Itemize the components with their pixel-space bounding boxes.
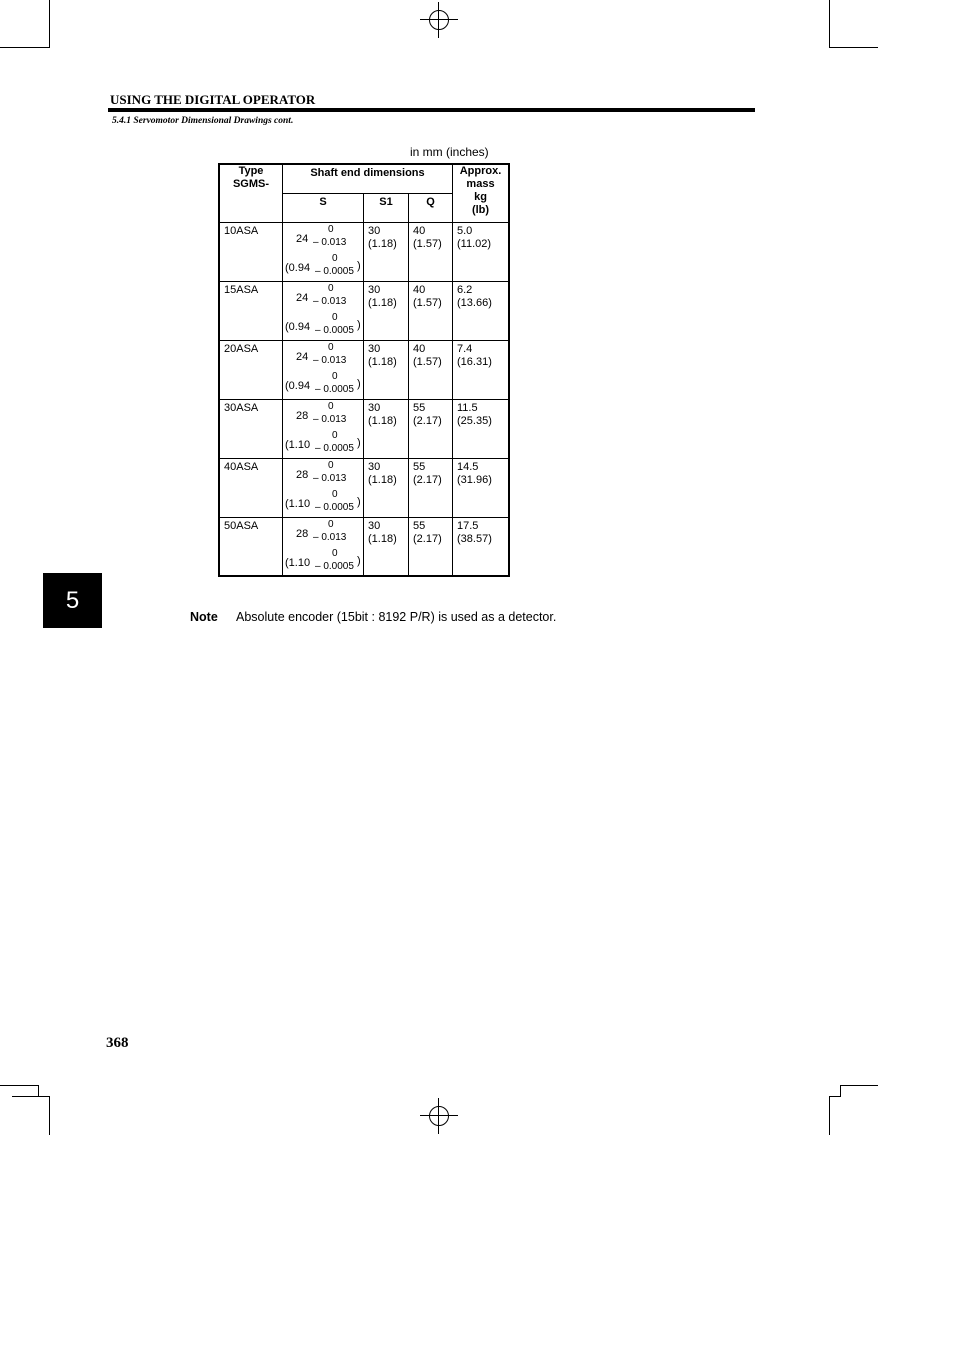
mass-cell (453, 458, 510, 517)
mass-cell (453, 222, 510, 281)
s-cell (283, 281, 364, 340)
table-row (219, 458, 509, 517)
s-mm-lower-tolerance: – 0.013 (313, 354, 347, 366)
s1-cell (364, 340, 409, 399)
note-text: Absolute encoder (15bit : 8192 P/R) is used as a detector. (236, 610, 557, 624)
s-inch-upper-tolerance: 0 (332, 429, 338, 441)
s-inch-value: (1.10 (285, 497, 311, 510)
mass-kg-value: 14.5 (457, 460, 479, 473)
table-row (219, 281, 509, 340)
s-inch-close-paren: ) (357, 436, 361, 449)
mass-lb-value: (25.35) (457, 414, 492, 427)
mass-lb-value: (13.66) (457, 296, 492, 309)
mass-cell (453, 340, 510, 399)
q-cell (409, 517, 453, 576)
type-cell (219, 517, 283, 576)
note-label: Note (190, 610, 218, 624)
type-cell (219, 458, 283, 517)
s-inch-lower-tolerance: – 0.0005 (315, 265, 354, 277)
s1-cell (364, 281, 409, 340)
mass-header (453, 164, 510, 222)
shaft-dimensions-table (218, 163, 510, 577)
crop-mark (0, 1085, 38, 1086)
s1-inch-value: (1.18) (368, 532, 397, 545)
mass-lb-value: (16.31) (457, 355, 492, 368)
s-mm-value: 28 (296, 409, 309, 422)
crop-mark (0, 47, 50, 48)
s-mm-upper-tolerance: 0 (328, 400, 334, 412)
crop-mark (829, 0, 830, 48)
header-text: mass (466, 178, 495, 190)
s-mm-lower-tolerance: – 0.013 (313, 236, 347, 248)
type-cell (219, 222, 283, 281)
s-mm-lower-tolerance: – 0.013 (313, 531, 347, 543)
registration-mark (420, 1115, 458, 1116)
s-inch-value: (1.10 (285, 438, 311, 451)
section-title: USING THE DIGITAL OPERATOR (110, 92, 316, 107)
mass-kg-value: 5.0 (457, 224, 473, 237)
type-cell (219, 340, 283, 399)
mass-cell (453, 399, 510, 458)
units-note: in mm (inches) (410, 145, 489, 159)
mass-lb-value: (38.57) (457, 532, 492, 545)
s1-inch-value: (1.18) (368, 296, 397, 309)
table-row (219, 517, 509, 576)
q-inch-value: (2.17) (413, 414, 442, 427)
s-mm-lower-tolerance: – 0.013 (313, 295, 347, 307)
type-cell (219, 399, 283, 458)
crop-mark (829, 1096, 830, 1135)
s-inch-upper-tolerance: 0 (332, 547, 338, 559)
crop-mark (840, 1085, 841, 1097)
q-inch-value: (1.57) (413, 355, 442, 368)
mass-kg-value: 7.4 (457, 342, 473, 355)
type-header (219, 164, 283, 222)
registration-mark (429, 10, 449, 30)
q-inch-value: (2.17) (413, 473, 442, 486)
mass-kg-value: 6.2 (457, 283, 473, 296)
type-value: 40ASA (224, 460, 259, 473)
s-mm-value: 24 (296, 350, 309, 363)
subsection-title: 5.4.1 Servomotor Dimensional Drawings cont. (112, 116, 294, 126)
table-row (219, 340, 509, 399)
q-inch-value: (1.57) (413, 296, 442, 309)
s1-header: S1 (364, 193, 409, 222)
s-inch-close-paren: ) (357, 259, 361, 272)
q-mm-value: 55 (413, 519, 426, 532)
q-mm-value: 40 (413, 224, 426, 237)
type-value: 15ASA (224, 283, 259, 296)
type-cell (219, 281, 283, 340)
s-inch-value: (0.94 (285, 379, 311, 392)
type-value: 50ASA (224, 519, 259, 532)
s1-mm-value: 30 (368, 283, 381, 296)
s-cell (283, 399, 364, 458)
crop-mark (12, 1096, 50, 1097)
s1-mm-value: 30 (368, 401, 381, 414)
chapter-tab: 5 (43, 573, 102, 628)
s-mm-upper-tolerance: 0 (328, 223, 334, 235)
header-text: Type (238, 165, 264, 177)
s1-mm-value: 30 (368, 460, 381, 473)
crop-mark (829, 47, 878, 48)
s-inch-close-paren: ) (357, 495, 361, 508)
header-rule (108, 108, 755, 112)
s1-cell (364, 517, 409, 576)
q-mm-value: 40 (413, 283, 426, 296)
header-text: (lb) (471, 204, 490, 216)
type-value: 20ASA (224, 342, 259, 355)
mass-cell (453, 281, 510, 340)
crop-mark (840, 1085, 878, 1086)
s-inch-lower-tolerance: – 0.0005 (315, 383, 354, 395)
s-inch-upper-tolerance: 0 (332, 252, 338, 264)
s-mm-upper-tolerance: 0 (328, 459, 334, 471)
type-value: 30ASA (224, 401, 259, 414)
type-value: 10ASA (224, 224, 259, 237)
mass-cell (453, 517, 510, 576)
s-mm-value: 24 (296, 291, 309, 304)
s-mm-upper-tolerance: 0 (328, 518, 334, 530)
s-mm-lower-tolerance: – 0.013 (313, 413, 347, 425)
registration-mark (438, 2, 439, 38)
table-row (219, 222, 509, 281)
s-inch-lower-tolerance: – 0.0005 (315, 442, 354, 454)
s-inch-lower-tolerance: – 0.0005 (315, 560, 354, 572)
header-text: SGMS- (232, 178, 270, 190)
s-inch-value: (0.94 (285, 320, 311, 333)
q-cell (409, 458, 453, 517)
q-cell (409, 399, 453, 458)
s-mm-upper-tolerance: 0 (328, 341, 334, 353)
s-inch-upper-tolerance: 0 (332, 311, 338, 323)
mass-lb-value: (11.02) (457, 237, 492, 250)
s-inch-value: (1.10 (285, 556, 311, 569)
s1-cell (364, 458, 409, 517)
q-cell (409, 340, 453, 399)
s-inch-close-paren: ) (357, 318, 361, 331)
s1-inch-value: (1.18) (368, 473, 397, 486)
q-mm-value: 55 (413, 460, 426, 473)
s-mm-value: 28 (296, 468, 309, 481)
s-mm-lower-tolerance: – 0.013 (313, 472, 347, 484)
mass-kg-value: 17.5 (457, 519, 479, 532)
s1-cell (364, 222, 409, 281)
s-inch-close-paren: ) (357, 377, 361, 390)
s-mm-value: 24 (296, 232, 309, 245)
s-header: S (283, 193, 364, 222)
q-mm-value: 40 (413, 342, 426, 355)
s1-inch-value: (1.18) (368, 414, 397, 427)
s-inch-lower-tolerance: – 0.0005 (315, 324, 354, 336)
s1-cell (364, 399, 409, 458)
header-text: kg (474, 191, 487, 203)
s1-mm-value: 30 (368, 519, 381, 532)
crop-mark (49, 1096, 50, 1135)
shaft-end-header: Shaft end dimensions (283, 164, 453, 193)
s1-mm-value: 30 (368, 342, 381, 355)
mass-kg-value: 11.5 (457, 401, 478, 414)
q-inch-value: (1.57) (413, 237, 442, 250)
s-inch-value: (0.94 (285, 261, 311, 274)
s-inch-upper-tolerance: 0 (332, 370, 338, 382)
s-mm-value: 28 (296, 527, 309, 540)
q-cell (409, 281, 453, 340)
s1-inch-value: (1.18) (368, 237, 397, 250)
q-header: Q (409, 193, 453, 222)
q-mm-value: 55 (413, 401, 426, 414)
q-inch-value: (2.17) (413, 532, 442, 545)
table-row (219, 399, 509, 458)
header-text: Approx. (459, 165, 502, 177)
s-cell (283, 222, 364, 281)
registration-mark (438, 1098, 439, 1134)
page-number: 368 (106, 1035, 129, 1051)
registration-mark (420, 19, 458, 20)
s1-mm-value: 30 (368, 224, 381, 237)
s1-inch-value: (1.18) (368, 355, 397, 368)
s-cell (283, 340, 364, 399)
mass-lb-value: (31.96) (457, 473, 492, 486)
s-cell (283, 517, 364, 576)
s-inch-upper-tolerance: 0 (332, 488, 338, 500)
s-mm-upper-tolerance: 0 (328, 282, 334, 294)
s-cell (283, 458, 364, 517)
q-cell (409, 222, 453, 281)
crop-mark (49, 0, 50, 48)
s-inch-lower-tolerance: – 0.0005 (315, 501, 354, 513)
registration-mark (429, 1106, 449, 1126)
s-inch-close-paren: ) (357, 554, 361, 567)
